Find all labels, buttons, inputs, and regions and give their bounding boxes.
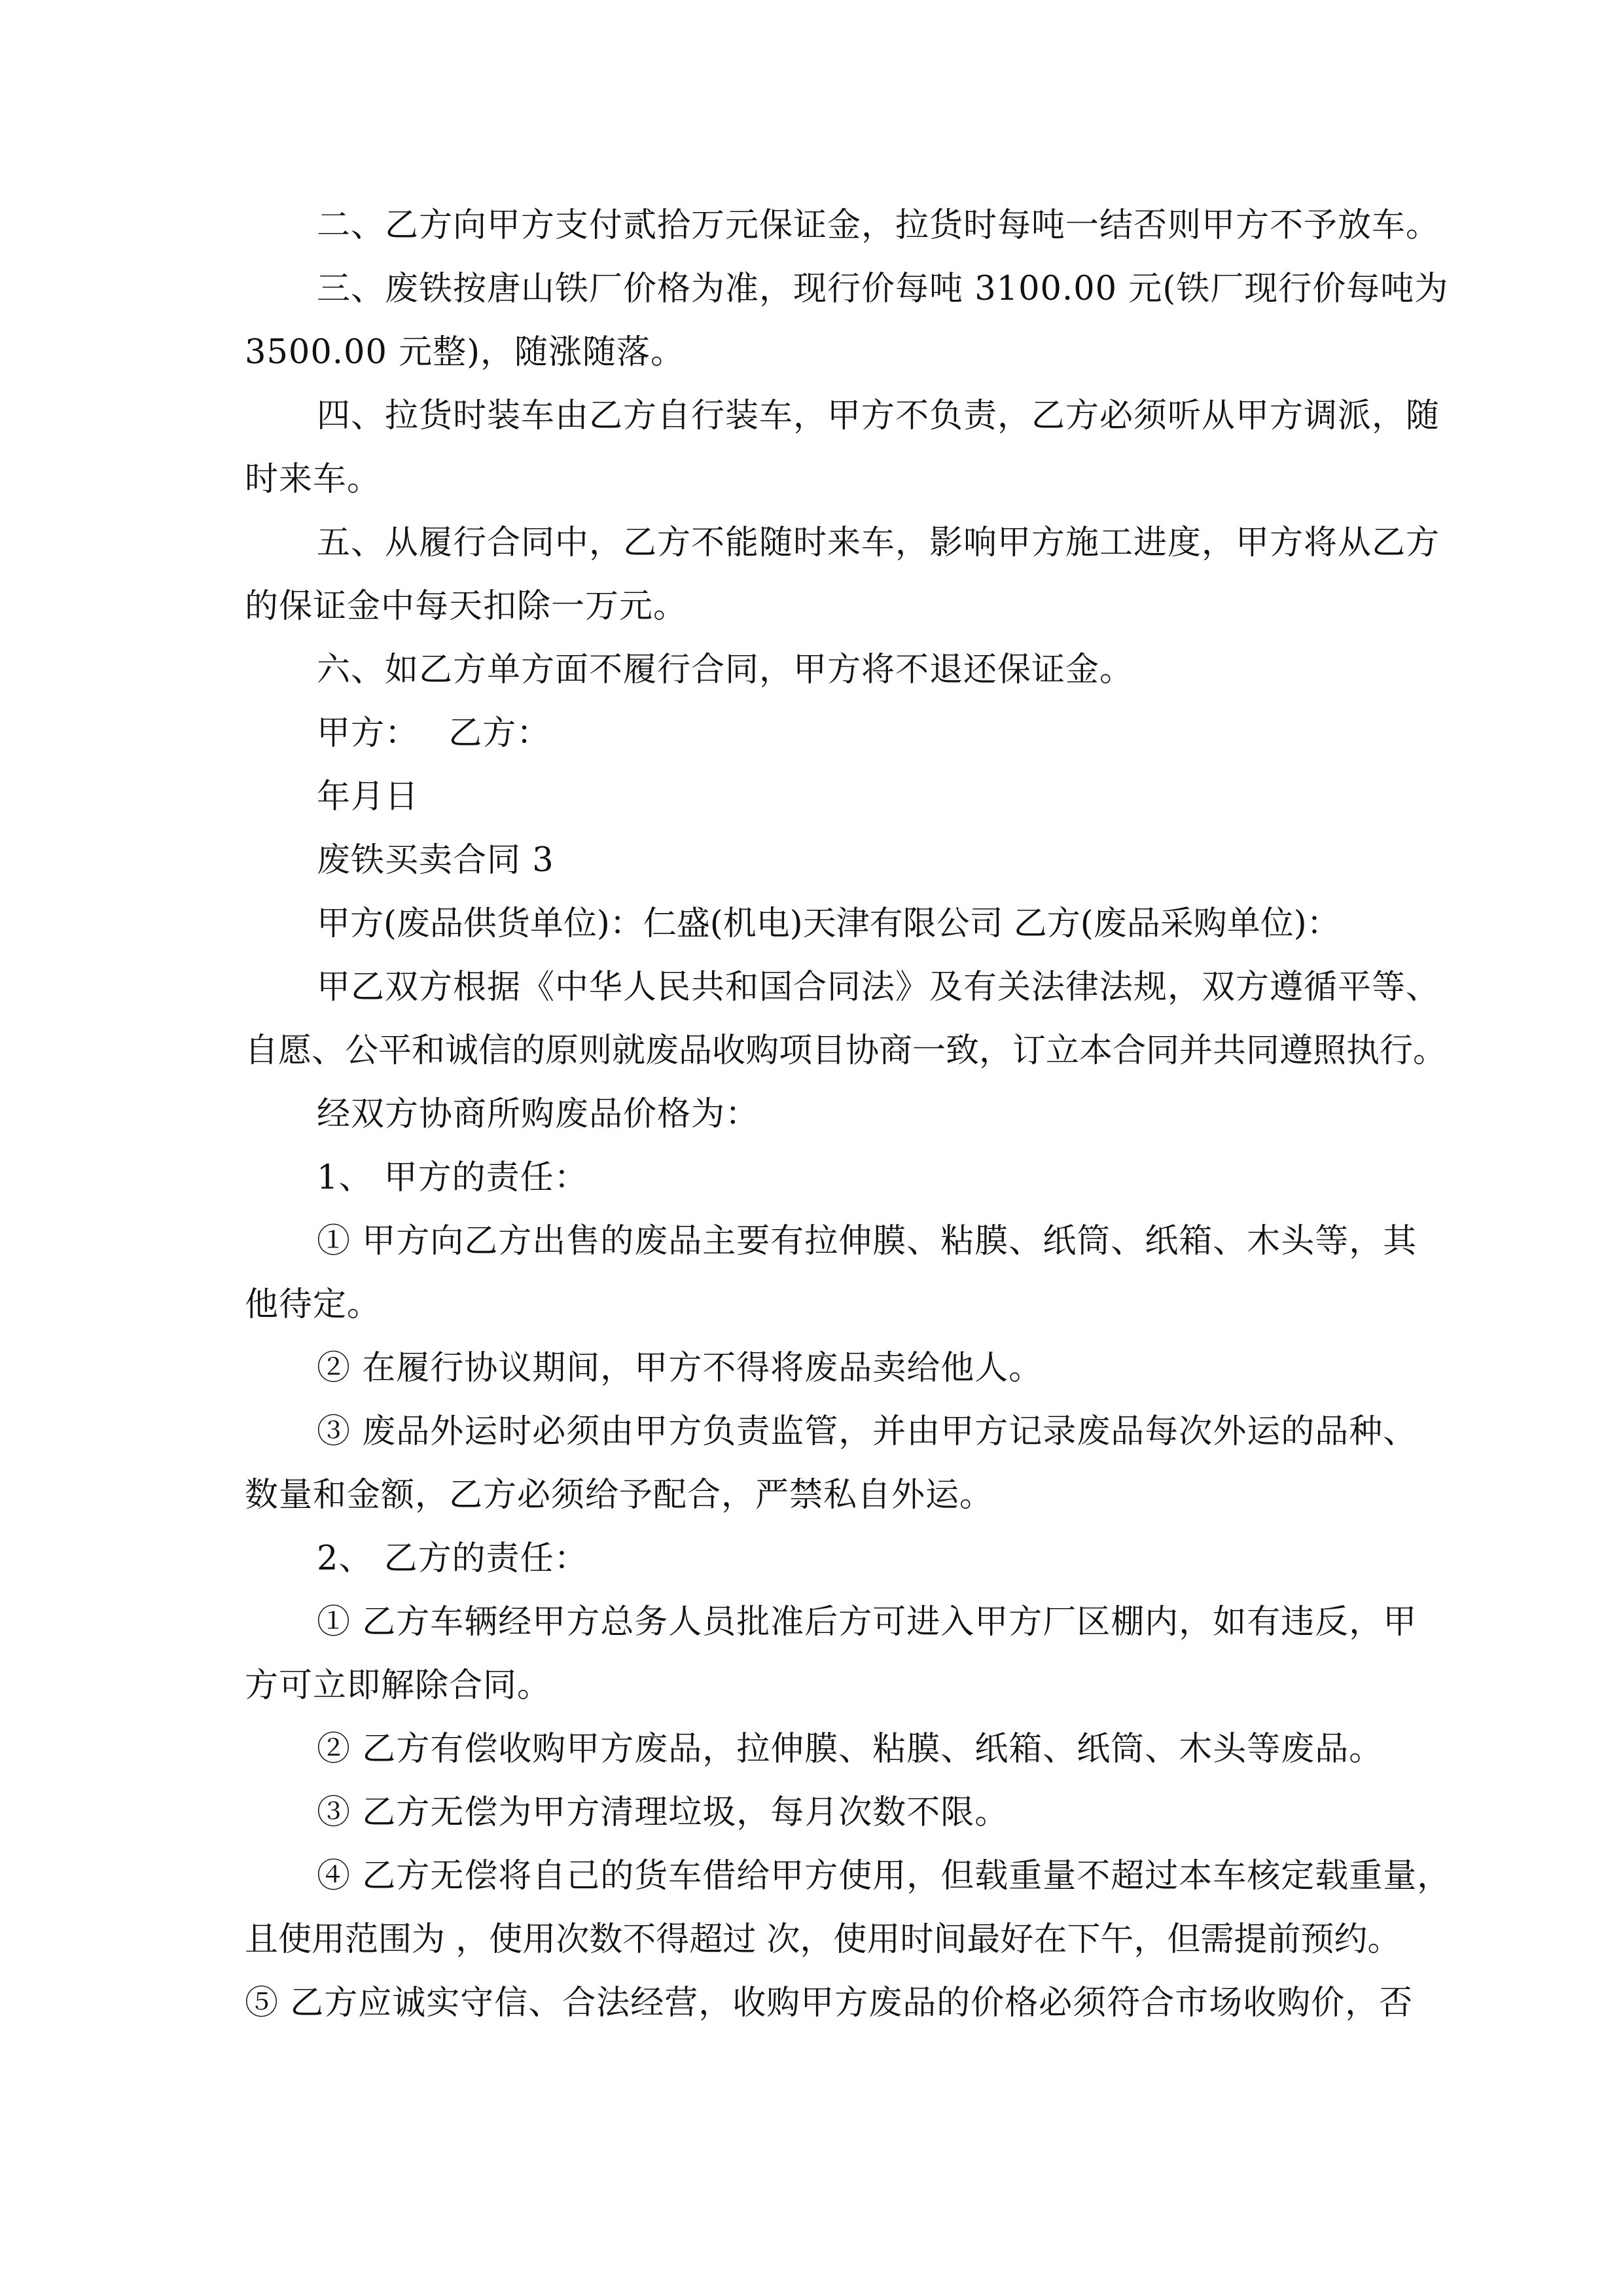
contract-preamble: 甲乙双方根据《中华人民共和国合同法》及有关法律法规，双方遵循平等、	[317, 968, 1440, 1007]
contract-preamble-continued: 自愿、公平和诚信的原则就废品收购项目协商一致，订立本合同并共同遵照执行。	[245, 1031, 1447, 1070]
contract-text	[245, 194, 1452, 2035]
party-b-item-3: ③ 乙方无偿为甲方清理垃圾，每月次数不限。	[317, 1793, 1009, 1832]
party-a-item-1-continued: 他待定。	[245, 1285, 382, 1324]
party-b-responsibilities-heading: 2、 乙方的责任：	[317, 1539, 588, 1578]
party-b-item-1-continued: 方可立即解除合同。	[245, 1666, 552, 1705]
party-a-item-1: ① 甲方向乙方出售的废品主要有拉伸膜、粘膜、纸筒、纸箱、木头等，其	[317, 1222, 1418, 1261]
party-b-item-2: ② 乙方有偿收购甲方废品，拉伸膜、粘膜、纸箱、纸筒、木头等废品。	[317, 1730, 1383, 1768]
party-a-and-b: 甲方(废品供货单位)：仁盛(机电)天津有限公司 乙方(废品采购单位)：	[317, 905, 1340, 943]
clause-two-deposit: 二、乙方向甲方支付贰拾万元保证金，拉货时每吨一结否则甲方不予放车。	[317, 206, 1440, 245]
party-b-item-1: ① 乙方车辆经甲方总务人员批准后方可进入甲方厂区棚内，如有违反，甲	[317, 1603, 1418, 1641]
clause-four-loading-continued: 时来车。	[245, 460, 382, 499]
party-b-item-4: ④ 乙方无偿将自己的货车借给甲方使用，但载重量不超过本车核定载重量，	[317, 1857, 1452, 1895]
party-b-item-5: ⑤ 乙方应诚实守信、合法经营，收购甲方废品的价格必须符合市场收购价，否	[245, 1984, 1414, 2022]
clause-four-loading: 四、拉货时装车由乙方自行装车，甲方不负责，乙方必须听从甲方调派，随	[317, 397, 1440, 435]
signature-date: 年月日	[317, 778, 419, 816]
party-b-item-4-continued: 且使用范围为 ，使用次数不得超过 次，使用时间最好在下午，但需提前预约。	[245, 1920, 1401, 1959]
party-a-item-3: ③ 废品外运时必须由甲方负责监管，并由甲方记录废品每次外运的品种、	[317, 1412, 1418, 1451]
clause-three-price-continued: 3500.00 元整)，随涨随落。	[245, 333, 685, 372]
contract-three-title: 废铁买卖合同 3	[317, 841, 554, 880]
signature-parties: 甲方： 乙方：	[317, 714, 551, 753]
clause-three-price: 三、废铁按唐山铁厂价格为准，现行价每吨 3100.00 元(铁厂现行价每吨为	[317, 270, 1449, 308]
clause-six-breach: 六、如乙方单方面不履行合同，甲方将不退还保证金。	[317, 651, 1134, 689]
price-agreement-heading: 经双方协商所购废品价格为：	[317, 1095, 760, 1134]
clause-five-delay-continued: 的保证金中每天扣除一万元。	[245, 587, 688, 626]
party-a-item-3-continued: 数量和金额，乙方必须给予配合，严禁私自外运。	[245, 1476, 994, 1515]
party-a-responsibilities-heading: 1、 甲方的责任：	[317, 1158, 588, 1197]
clause-five-delay: 五、从履行合同中，乙方不能随时来车，影响甲方施工进度，甲方将从乙方	[317, 524, 1440, 562]
party-a-item-2: ② 在履行协议期间，甲方不得将废品卖给他人。	[317, 1349, 1043, 1388]
